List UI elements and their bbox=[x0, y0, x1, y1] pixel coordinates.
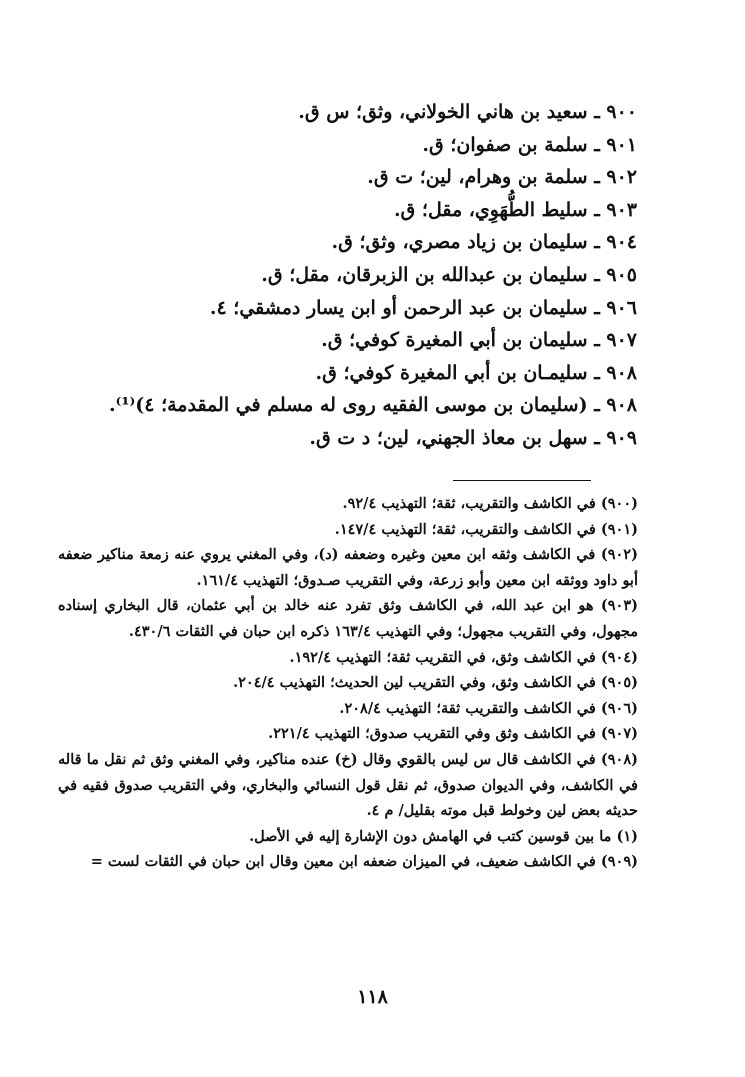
footnotes bbox=[58, 491, 638, 875]
footnote-text: هو ابن عبد الله، في الكاشف وثق تفرد عنه خالد بن أبي عثمان، قال البخاري إسناده مجهول، وفي التقريب مجهول؛ وفي التهذيب ١٦٣/٤ ذكره ابن حبان في الثقات ٤٣٠/٦. bbox=[58, 597, 638, 640]
entry-text: سعيد بن هاني الخولاني، وثق؛ س ق. bbox=[298, 101, 588, 123]
entry-text: سليمان بن أبي المغيرة كوفي؛ ق. bbox=[321, 329, 588, 352]
footnote-ref: (٩٠١) bbox=[600, 520, 638, 538]
footnote bbox=[58, 824, 638, 850]
entry-text: سليمان بن عبد الرحمن أو ابن يسار دمشقي؛ ٤. bbox=[209, 296, 588, 319]
footnote bbox=[58, 542, 638, 593]
narrator-list bbox=[77, 96, 637, 455]
footnote-ref: (٩٠٢) bbox=[600, 546, 638, 564]
entry-text: سلمة بن وهرام، لين؛ ت ق. bbox=[367, 166, 588, 189]
entry-number: ٩٠٤ bbox=[606, 231, 637, 254]
entry-number: ٩٠٨ bbox=[606, 361, 637, 384]
footnote-ref: (٩٠٣) bbox=[600, 597, 638, 615]
footnote-text: في الكاشف وثقه ابن معين وغيره وضعفه (د)، وفي المغني يروي عنه زمعة مناكير ضعفه أبو داود ووثقه ابن معين وأبو زرعة، وفي التقريب صـدوق؛ التهذيب ١٦١/٤. bbox=[58, 546, 638, 589]
footnote-ref: (٩٠٧) bbox=[600, 725, 638, 743]
list-item: ٩٠٠ ـ سعيد بن هاني الخولاني، وثق؛ س ق. bbox=[77, 96, 637, 129]
footnote-text: في الكاشف وثق وفي التقريب صدوق؛ التهذيب ٢٢١/٤. bbox=[268, 725, 596, 743]
footnote bbox=[58, 747, 638, 824]
list-item: ٩٠٣ ـ سليط الطُّهَوِي، مقل؛ ق. bbox=[77, 194, 637, 227]
list-item: ٩٠٤ ـ سليمان بن زياد مصري، وثق؛ ق. bbox=[77, 226, 637, 259]
footnote-ref: (١) bbox=[616, 827, 638, 845]
entry-number: ٩٠٧ bbox=[606, 329, 637, 352]
footnote-ref: (٩٠٦) bbox=[600, 699, 638, 717]
footnote-text: في الكاشف وثق، وفي التقريب لين الحديث؛ التهذيب ٢٠٤/٤. bbox=[233, 674, 596, 692]
entry-number: ٩٠٩ bbox=[606, 426, 637, 449]
footnote-ref: (٩٠٨) bbox=[600, 750, 638, 768]
list-item: ٩٠٥ ـ سليمان بن عبدالله بن الزبرقان، مقل؛ ق. bbox=[77, 259, 637, 292]
footnote bbox=[58, 645, 638, 671]
list-item: ٩٠٢ ـ سلمة بن وهرام، لين؛ ت ق. bbox=[77, 161, 637, 194]
footnote-text: في الكاشف ضعيف، في الميزان ضعفه ابن معين وقال ابن حبان في الثقات لست = bbox=[90, 853, 596, 871]
entry-text: سهل بن معاذ الجهني، لين؛ د ت ق. bbox=[309, 426, 588, 449]
entry-number: ٩٠٣ bbox=[606, 198, 637, 221]
footnote-ref: (٩٠٥) bbox=[600, 674, 638, 692]
footnote bbox=[58, 849, 638, 875]
entry-number: ٩٠١ bbox=[606, 133, 637, 156]
footnote-text: في الكاشف والتقريب، ثقة؛ التهذيب ٩٢/٤. bbox=[342, 495, 596, 512]
entry-number: ٩٠٢ bbox=[606, 166, 637, 189]
list-item: ٩٠٩ ـ سهل بن معاذ الجهني، لين؛ د ت ق. bbox=[77, 422, 637, 455]
footnote-text: ما بين قوسين كتب في الهامش دون الإشارة إليه في الأصل. bbox=[249, 827, 612, 845]
entry-number: ٩٠٠ bbox=[606, 101, 637, 123]
footnote-ref: (٩٠٠) bbox=[600, 495, 638, 512]
list-item: ٩٠١ ـ سلمة بن صفوان؛ ق. bbox=[77, 129, 637, 162]
footnote bbox=[58, 491, 638, 517]
entry-text: سليمان بن عبدالله بن الزبرقان، مقل؛ ق. bbox=[261, 263, 588, 286]
list-item: ٩٠٦ ـ سليمان بن عبد الرحمن أو ابن يسار دمشقي؛ ٤. bbox=[77, 292, 637, 325]
entry-number: ٩٠٨ bbox=[606, 394, 637, 417]
list-item: ٩٠٨ ـ سليمـان بن أبي المغيرة كوفي؛ ق. bbox=[77, 357, 637, 390]
page-number: ١١٨ bbox=[357, 986, 388, 1008]
list-item: ٩٠٨ ـ (سليمان بن موسى الفقيه روى له مسلم في المقدمة؛ ٤)⁽¹⁾. bbox=[77, 389, 637, 422]
footnote-text: في الكاشف والتقريب ثقة؛ التهذيب ٢٠٨/٤. bbox=[339, 699, 596, 717]
footnote-text: في الكاشف قال س ليس بالقوي وقال (خ) عنده مناكير، وفي المغني وثق ثم نقل ما قاله في الكاشف، وفي الديوان صدوق، ثم نقل قول النسائي والبخاري، وفي التقريب صدوق فقيه في حديثه بعض لين وخولط قبل موته بقليل/ م ٤. bbox=[58, 750, 638, 820]
entry-text: سليط الطُّهَوِي، مقل؛ ق. bbox=[393, 198, 588, 221]
footnote-text: في الكاشف وثق، في التقريب ثقة؛ التهذيب ١٩٢/٤. bbox=[289, 648, 596, 666]
entry-text: (سليمان بن موسى الفقيه روى له مسلم في المقدمة؛ ٤)⁽¹⁾. bbox=[108, 394, 588, 417]
footnote bbox=[58, 517, 638, 543]
footnote bbox=[58, 696, 638, 722]
footnote-divider bbox=[453, 480, 591, 481]
footnote bbox=[58, 721, 638, 747]
entry-text: سليمان بن زياد مصري، وثق؛ ق. bbox=[331, 231, 588, 254]
footnote-text: في الكاشف والتقريب، ثقة؛ التهذيب ١٤٧/٤. bbox=[334, 520, 596, 538]
footnote-ref: (٩٠٩) bbox=[600, 853, 638, 871]
entry-text: سلمة بن صفوان؛ ق. bbox=[422, 133, 588, 156]
list-item: ٩٠٧ ـ سليمان بن أبي المغيرة كوفي؛ ق. bbox=[77, 324, 637, 357]
footnote-ref: (٩٠٤) bbox=[600, 648, 638, 666]
entry-number: ٩٠٥ bbox=[606, 263, 637, 286]
footnote bbox=[58, 593, 638, 644]
footnote bbox=[58, 670, 638, 696]
entry-text: سليمـان بن أبي المغيرة كوفي؛ ق. bbox=[315, 361, 588, 384]
entry-number: ٩٠٦ bbox=[606, 296, 637, 319]
